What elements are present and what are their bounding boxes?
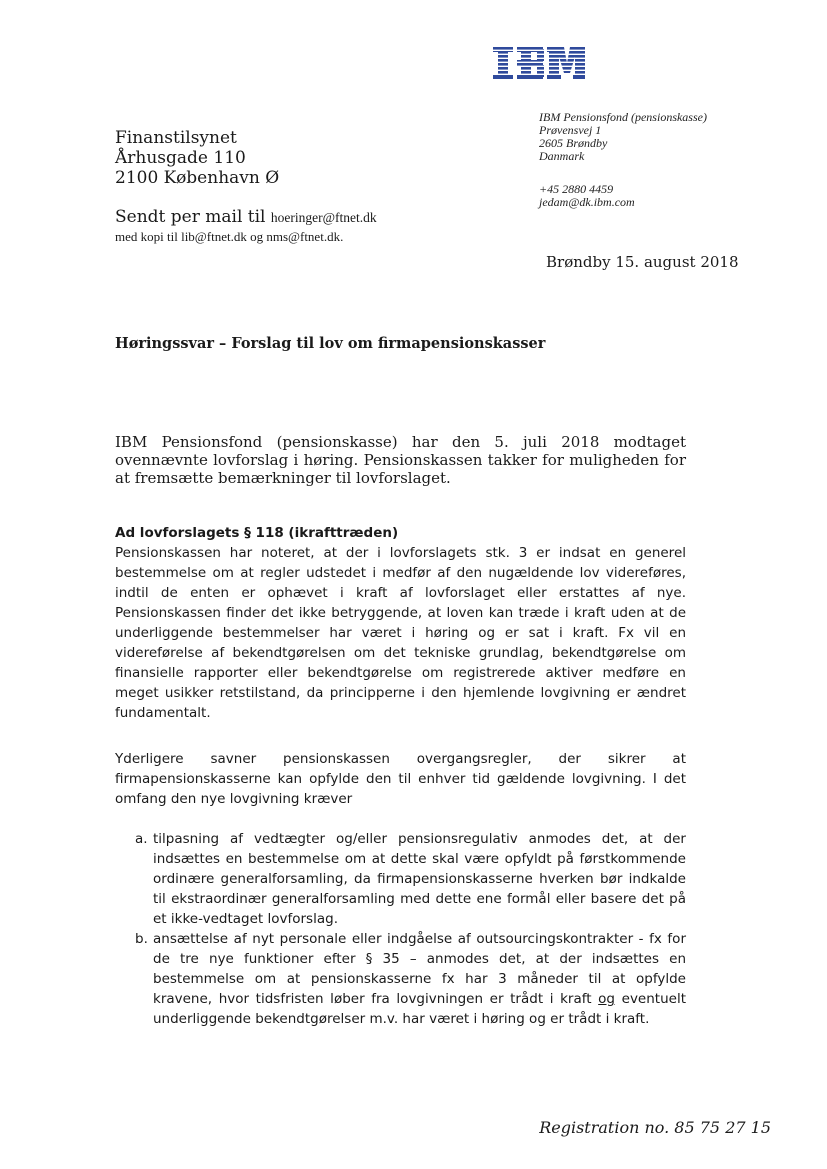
list-item bbox=[115, 929, 686, 1029]
sent-email: hoeringer@ftnet.dk bbox=[270, 210, 377, 225]
sender-name: IBM Pensionsfond (pensionskasse) bbox=[539, 110, 707, 124]
section-paragraph-1: Pensionskassen har noteret, at der i lovforslagets stk. 3 er indsat en generel bestemmelse om at regler udstedet i medfør af den nugældende lov videreføres, indtil de enten er ophævet i kraft af lovforslaget eller erstattes af nye. Pensionskassen finder det ikke betryggende, at loven kan træde i kraft uden at de underliggende bestemmelser har været i høring og er sat i kraft. Fx vil en videreførelse af bekendtgørelsen om det tekniske grundlag, bekendtgørelse om finansielle rapporter eller bekendtgørelse om registrerede aktiver medføre en meget usikker retstilstand, da principperne i den hjemlende lovgivning er ændret fundamentalt. bbox=[115, 545, 686, 721]
underlined-word: og bbox=[598, 991, 616, 1007]
recipient-name: Finanstilsynet bbox=[115, 128, 237, 148]
list-item-text: tilpasning af vedtægter og/eller pensionsregulativ anmodes det, at der indsættes en bestemmelse om at dette skal være opfyldt på førstkommende ordinære generalforsamling, da firmapensionskasserne hverken bør indkalde til ekstraordinær generalforsamling med dette ene formål eller basere det på et ikke-vedtaget lovforslag. bbox=[153, 831, 686, 927]
registration-number: Registration no. 85 75 27 15 bbox=[539, 1118, 771, 1137]
letter-subject: Høringssvar – Forslag til lov om firmapensionskasser bbox=[115, 335, 546, 352]
sender-country: Danmark bbox=[539, 149, 585, 163]
section-heading: Ad lovforslagets § 118 (ikrafttræden) bbox=[115, 525, 399, 541]
list-item-text-part: ansættelse af nyt personale eller indgåelse af outsourcingskontrakter - fx for de tre nye funktioner efter § 35 – anmodes det, at der indsættes en bestemmelse om at pensionskasserne fx har 3 måneder til at opfylde kravene, hvor tidsfristen løber fra lovgivningen er trådt i kraft bbox=[153, 931, 686, 1007]
ibm-logo-mark bbox=[493, 47, 585, 79]
sender-city: 2605 Brøndby bbox=[539, 136, 608, 150]
sent-by-mail-line bbox=[115, 207, 377, 228]
recipient-street: Århusgade 110 bbox=[115, 148, 246, 168]
list-item-text-part: eventuelt underliggende bekendtgørelser m.v. har været i høring og er trådt i kraft. bbox=[153, 991, 686, 1027]
list-marker: a. bbox=[135, 831, 148, 847]
sender-email: jedam@dk.ibm.com bbox=[539, 195, 635, 209]
requirements-list bbox=[115, 829, 686, 1029]
recipient-address bbox=[115, 128, 279, 188]
sent-prefix: Sendt per mail til bbox=[115, 207, 271, 227]
copy-line: med kopi til lib@ftnet.dk og nms@ftnet.dk. bbox=[115, 229, 344, 244]
recipient-city: 2100 København Ø bbox=[115, 168, 280, 188]
sender-phone: +45 2880 4459 bbox=[539, 182, 614, 196]
ibm-logo bbox=[493, 47, 585, 79]
intro-paragraph: IBM Pensionsfond (pensionskasse) har den 5. juli 2018 modtaget ovennævnte lovforslag i høring. Pensionskassen takker for muligheden for at fremsætte bemærkninger til lovforslaget. bbox=[115, 433, 686, 487]
list-item bbox=[115, 829, 686, 929]
list-item-text bbox=[153, 931, 686, 1027]
list-marker: b. bbox=[135, 931, 148, 947]
sender-street: Prøvensvej 1 bbox=[539, 123, 602, 137]
sender-address bbox=[539, 111, 707, 209]
letter-date: Brøndby 15. august 2018 bbox=[546, 253, 739, 271]
section-paragraph-2: Yderligere savner pensionskassen overgangsregler, der sikrer at firmapensionskasserne kan opfylde den til enhver tid gældende lovgivning. I det omfang den nye lovgivning kræver bbox=[115, 751, 686, 807]
